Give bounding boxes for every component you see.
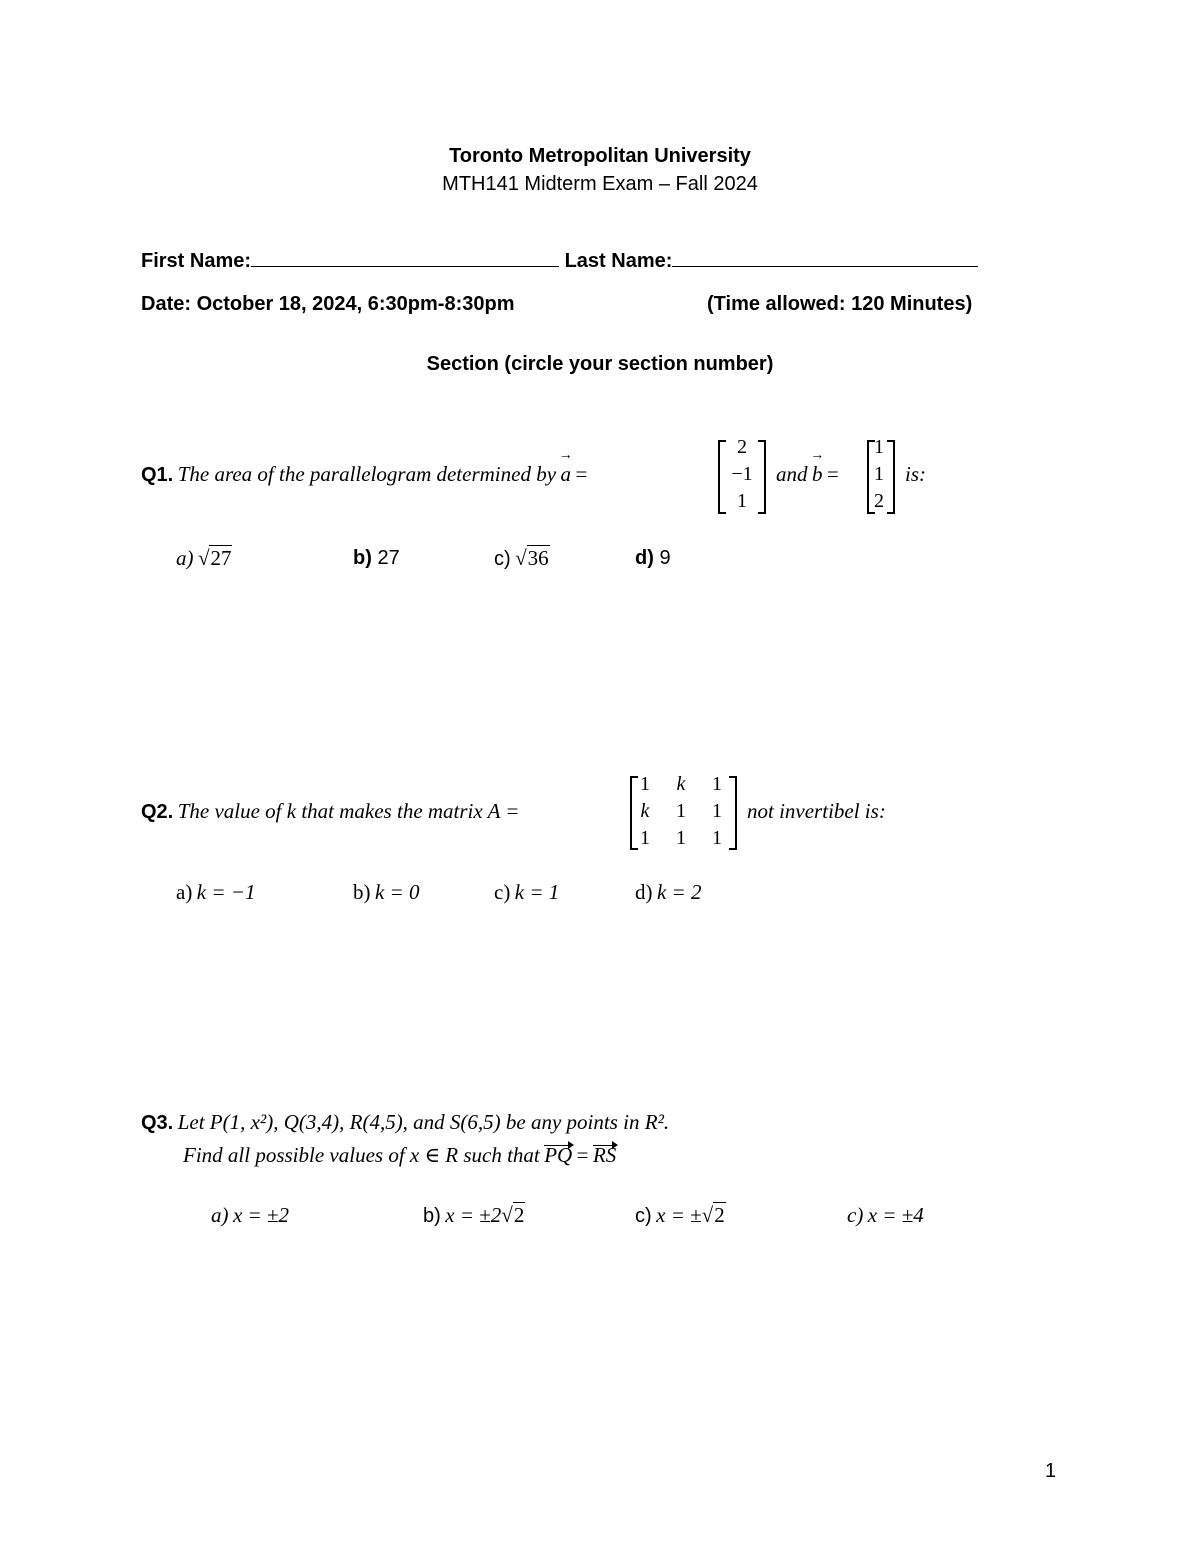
exam-title: MTH141 Midterm Exam – Fall 2024	[442, 173, 758, 195]
question-3	[141, 1110, 669, 1135]
q3-option-b[interactable]	[423, 1203, 525, 1228]
option-value: 27	[377, 547, 400, 569]
matrix-entry: 1	[640, 827, 650, 849]
vector-a-left-bracket	[718, 440, 726, 514]
q1-option-a[interactable]	[176, 546, 232, 571]
sqrt-icon: √36	[515, 546, 549, 570]
matrix-entry: 1	[676, 800, 686, 822]
sqrt-icon: √27	[197, 546, 232, 570]
last-name-field[interactable]	[672, 248, 978, 267]
q2-option-d[interactable]	[635, 880, 701, 905]
option-value: x = ±4	[867, 1203, 924, 1227]
option-value: k = 0	[374, 880, 420, 904]
option-letter: b)	[423, 1205, 441, 1227]
q3-label: Q3.	[141, 1112, 174, 1134]
option-letter: d)	[635, 880, 653, 904]
option-value: 9	[659, 547, 671, 569]
q1-is: is:	[905, 462, 926, 486]
option-value: k = −1	[196, 880, 256, 904]
vector-a: → a	[560, 462, 571, 487]
option-letter: c)	[494, 880, 511, 904]
matrix-entry: 1	[712, 827, 722, 849]
matrix-entry: k	[676, 773, 686, 795]
option-value: x = ±	[656, 1203, 702, 1227]
matrix-entry: k	[640, 800, 650, 822]
first-name-field[interactable]	[251, 248, 559, 267]
matrix-entry: 1	[712, 773, 722, 795]
q1-equals-b: =	[826, 462, 839, 486]
vector-b-entry: 1	[874, 436, 884, 458]
vector-rs: RS	[592, 1143, 617, 1167]
university-name: Toronto Metropolitan University	[449, 145, 751, 167]
matrix-entry: 1	[640, 773, 650, 795]
option-letter: c)	[494, 548, 511, 570]
sqrt-icon: √2	[701, 1203, 725, 1227]
option-letter: b)	[353, 880, 371, 904]
q1-text: The area of the parallelogram determined by	[177, 462, 557, 486]
matrix-entry: 1	[676, 827, 686, 849]
sqrt-icon: √2	[501, 1203, 525, 1227]
q3-line2: Find all possible values of x ∈ R such that	[183, 1143, 540, 1167]
option-value: k = 1	[514, 880, 560, 904]
vector-b-right-bracket	[887, 440, 895, 514]
option-value: x = ±2	[445, 1203, 502, 1227]
option-letter: a)	[176, 880, 193, 904]
matrix-right-bracket	[729, 776, 737, 850]
option-letter: a)	[176, 546, 194, 570]
vector-a-entry: −1	[731, 463, 753, 485]
q2-after: not invertibel is:	[747, 799, 886, 823]
vector-a-entry: 1	[737, 490, 747, 512]
q3-equals: =	[576, 1143, 589, 1167]
q3-line1: Let P(1, x²), Q(3,4), R(4,5), and S(6,5) be any points in R².	[177, 1110, 670, 1134]
option-letter: d)	[635, 547, 654, 569]
last-name-label: Last Name:	[564, 250, 673, 272]
q3-line2-row	[183, 1143, 616, 1168]
question-2	[141, 799, 519, 824]
q2-label: Q2.	[141, 801, 174, 823]
question-1	[141, 462, 587, 487]
q1-label: Q1.	[141, 464, 174, 486]
q1-and-b	[776, 462, 839, 487]
vector-b-entry: 1	[874, 463, 884, 485]
q3-option-d[interactable]	[847, 1203, 924, 1228]
option-value: k = 2	[656, 880, 702, 904]
q2-text: The value of k that makes the matrix A =	[177, 799, 520, 823]
option-letter: b)	[353, 547, 372, 569]
q1-option-c[interactable]	[494, 546, 550, 571]
exam-date: Date: October 18, 2024, 6:30pm-8:30pm	[141, 293, 515, 315]
option-value: x = ±2	[232, 1203, 289, 1227]
q3-option-c[interactable]	[635, 1203, 726, 1228]
vector-b-entry: 2	[874, 490, 884, 512]
option-letter: a)	[211, 1203, 229, 1227]
q1-equals: =	[575, 462, 588, 486]
q2-option-b[interactable]	[353, 880, 419, 905]
option-letter: c)	[847, 1203, 864, 1227]
vector-a-right-bracket	[758, 440, 766, 514]
first-name-label: First Name:	[141, 250, 252, 272]
q1-option-d[interactable]	[635, 547, 671, 570]
q1-option-b[interactable]	[353, 547, 400, 570]
vector-pq: PQ	[544, 1143, 573, 1167]
q2-option-c[interactable]	[494, 880, 559, 905]
section-instruction: Section (circle your section number)	[426, 353, 774, 375]
name-row	[141, 248, 1001, 273]
vector-b: → b	[812, 462, 823, 487]
page-number: 1	[1045, 1460, 1057, 1482]
option-letter: c)	[635, 1205, 652, 1227]
time-allowed: (Time allowed: 120 Minutes)	[707, 293, 973, 315]
vector-a-entry: 2	[737, 436, 747, 458]
q1-and: and	[776, 462, 808, 486]
q3-option-a[interactable]	[211, 1203, 289, 1228]
matrix-entry: 1	[712, 800, 722, 822]
q2-option-a[interactable]	[176, 880, 255, 905]
